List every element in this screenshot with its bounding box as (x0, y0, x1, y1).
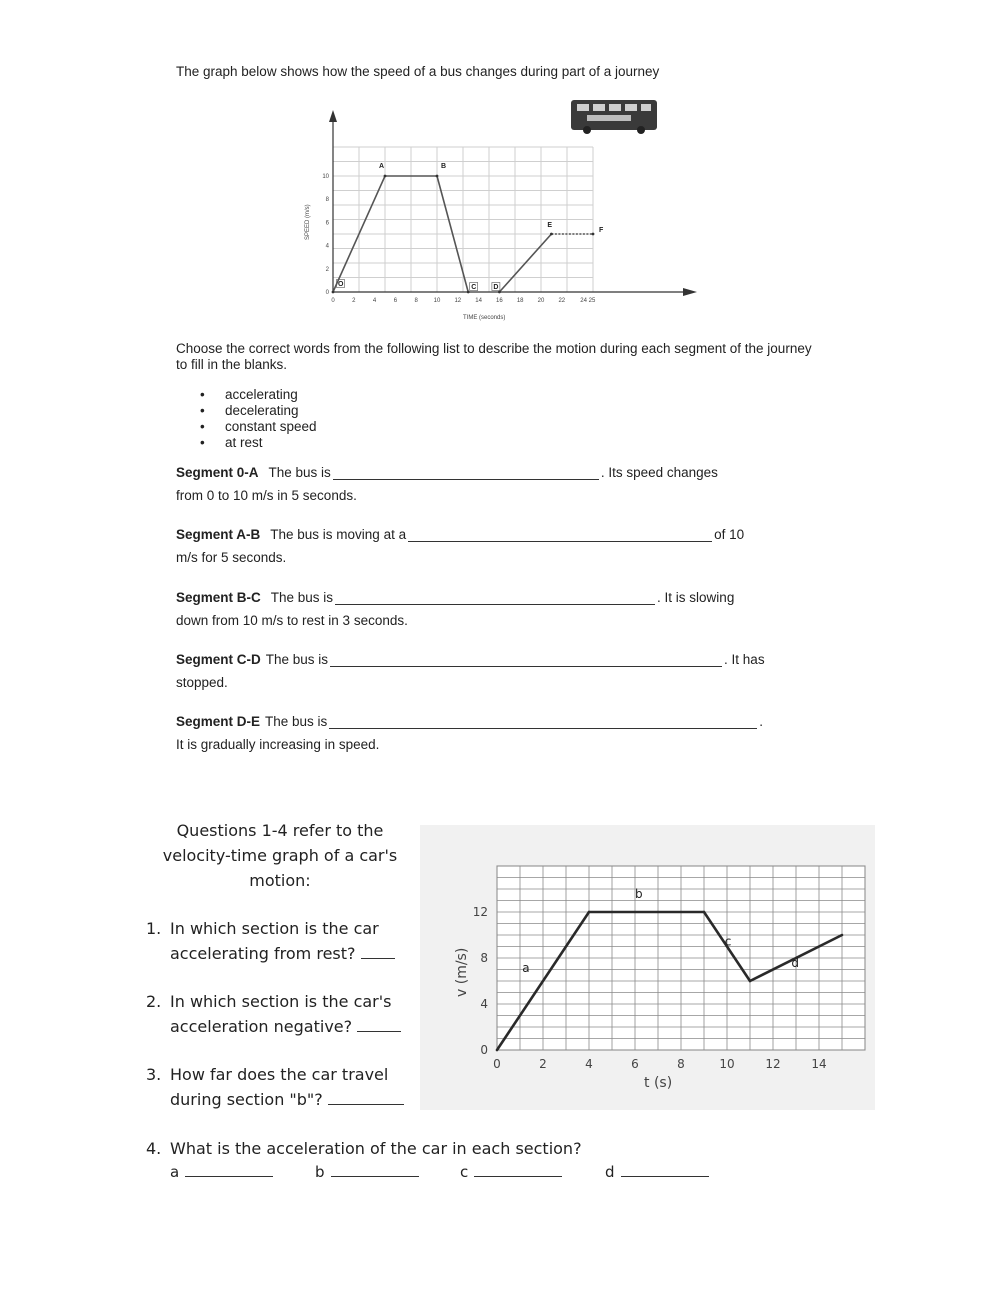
bus-chart-point (592, 233, 595, 236)
y-tick-label: 0 (480, 1043, 488, 1057)
segment-line2: from 0 to 10 m/s in 5 seconds. (176, 488, 357, 503)
car-chart-section-label: a (522, 960, 530, 975)
bus-speed-chart (295, 95, 705, 325)
bus-chart-ticks (322, 174, 596, 304)
segment-post: . Its speed changes (600, 465, 718, 480)
x-tick-label: 18 (516, 298, 524, 304)
intro-text: The graph below shows how the speed of a bus changes during part of a journey (176, 64, 660, 79)
x-tick-label: 12 (454, 298, 462, 304)
question-text: In which section is the car (170, 919, 379, 938)
bus-chart-point-label: E (547, 222, 553, 229)
answer-blank[interactable] (335, 592, 655, 605)
answer-blank[interactable] (333, 467, 599, 480)
car-chart-grid (497, 866, 865, 1050)
x-tick-label: 22 (558, 298, 566, 304)
bus-chart-point-label: A (379, 163, 385, 170)
segment-pre: The bus is (270, 590, 334, 605)
question-text: How far does the car travel (170, 1065, 389, 1084)
question-text: accelerating from rest? (170, 944, 356, 963)
segment-label: Segment A-B (176, 527, 261, 542)
segment-post: . It is slowing (657, 590, 735, 605)
segment-line2: stopped. (176, 675, 228, 690)
segment-pre: The bus is (265, 714, 328, 729)
instructions-text: Choose the correct words from the following list to describe the motion during each segment of the journey to fill in the blanks. (176, 341, 812, 372)
bus-chart-point (436, 175, 439, 178)
x-axis-arrow (683, 288, 697, 296)
y-tick-label: 6 (325, 220, 329, 227)
question-text: during section "b"? (170, 1090, 323, 1109)
acceleration-answers (170, 1162, 750, 1181)
segment-label: Segment 0-A (176, 465, 259, 480)
bus-chart-ylabel: SPEED (m/s) (305, 204, 311, 240)
word-list-item: • accelerating (200, 387, 317, 403)
car-chart-section-label: d (791, 956, 800, 971)
bus-chart-point (467, 291, 470, 294)
question-number: 4. (146, 1139, 162, 1158)
segment-pre: The bus is (265, 652, 329, 667)
x-tick-label: 6 (393, 298, 398, 304)
x-tick-label: 24 25 (580, 298, 596, 304)
y-tick-label: 0 (325, 290, 329, 296)
segment-post: . It has (724, 652, 765, 667)
y-tick-label: 8 (325, 197, 329, 204)
y-tick-label: 12 (472, 905, 488, 919)
question-4 (146, 1136, 582, 1161)
question-2 (146, 989, 401, 1039)
section-label: b (315, 1163, 325, 1181)
bus-chart-point-label: C (471, 284, 477, 291)
segment-de (176, 714, 836, 752)
question-text: acceleration negative? (170, 1017, 353, 1036)
answer-blank[interactable] (329, 716, 757, 729)
segment-label: Segment D-E (176, 714, 261, 729)
question-3 (146, 1062, 404, 1112)
word-list-item: • at rest (200, 435, 317, 451)
bus-icon (571, 100, 657, 134)
segment-line2: It is gradually increasing in speed. (176, 737, 380, 752)
x-tick-label: 8 (677, 1057, 685, 1071)
x-tick-label: 2 (539, 1057, 547, 1071)
word-list-item: • decelerating (200, 403, 317, 419)
questions-header: Questions 1-4 refer to the velocity-time graph of a car's motion: (162, 821, 398, 890)
answer-blank[interactable] (361, 943, 395, 959)
car-chart-section-label: c (724, 934, 732, 949)
y-tick-label: 4 (480, 997, 488, 1011)
question-number: 2. (146, 992, 162, 1011)
bus-chart-point (384, 175, 387, 178)
bus-chart-xlabel: TIME (seconds) (463, 315, 506, 321)
bus-chart-point (332, 291, 335, 294)
segment-0a (176, 465, 836, 503)
bus-chart-point-label: O (338, 281, 344, 288)
question-number: 3. (146, 1065, 162, 1084)
x-tick-label: 14 (811, 1057, 827, 1071)
car-chart-section-label: b (635, 887, 643, 902)
x-tick-label: 0 (331, 298, 335, 304)
bus-chart-point-label: D (493, 284, 499, 291)
answer-blank[interactable] (330, 654, 722, 667)
segment-line2: m/s for 5 seconds. (176, 550, 287, 565)
x-tick-label: 0 (493, 1057, 501, 1071)
answer-blank[interactable] (408, 529, 712, 542)
y-tick-label: 10 (322, 174, 329, 180)
bus-chart-grid (329, 110, 697, 296)
x-tick-label: 2 (352, 298, 356, 304)
answer-blank[interactable] (331, 1162, 419, 1177)
x-tick-label: 6 (631, 1057, 639, 1071)
x-tick-label: 16 (496, 298, 503, 304)
segment-pre: The bus is (268, 465, 331, 480)
section-label: a (170, 1163, 180, 1181)
x-tick-label: 10 (719, 1057, 735, 1071)
question-number: 1. (146, 919, 162, 938)
x-tick-label: 4 (372, 298, 377, 304)
question-text: What is the acceleration of the car in each section? (170, 1139, 582, 1158)
answer-blank[interactable] (185, 1162, 273, 1177)
answer-blank[interactable] (357, 1016, 401, 1032)
car-chart-xlabel: t (s) (644, 1075, 673, 1091)
segment-label: Segment C-D (176, 652, 261, 667)
question-1 (146, 916, 395, 966)
y-tick-label: 4 (325, 243, 329, 250)
x-tick-label: 10 (433, 298, 441, 304)
section-label: d (605, 1163, 615, 1181)
car-velocity-chart (420, 825, 875, 1110)
y-tick-label: 8 (480, 951, 488, 965)
x-tick-label: 4 (585, 1057, 593, 1071)
segment-ab (176, 527, 836, 565)
segment-post: of 10 (714, 527, 745, 542)
bus-chart-point (550, 233, 553, 236)
y-tick-label: 2 (325, 266, 329, 273)
bus-chart-point (498, 291, 501, 294)
bus-chart-point-labels (332, 163, 604, 293)
answer-blank[interactable] (328, 1089, 404, 1105)
y-axis-arrow (329, 110, 337, 122)
section-label: c (460, 1163, 469, 1181)
segment-post: . (759, 714, 764, 729)
answer-blank[interactable] (474, 1162, 562, 1177)
x-tick-label: 8 (414, 298, 418, 304)
bus-chart-point-label: F (599, 227, 604, 234)
bus-chart-point-label: B (441, 163, 447, 170)
segment-cd (176, 652, 836, 690)
segment-line2: down from 10 m/s to rest in 3 seconds. (176, 613, 408, 628)
segment-pre: The bus is moving at a (270, 527, 407, 542)
car-chart-ylabel: v (m/s) (454, 947, 470, 997)
segment-bc (176, 590, 836, 628)
answer-blank[interactable] (621, 1162, 709, 1177)
word-list (200, 387, 317, 451)
segment-label: Segment B-C (176, 590, 261, 605)
word-list-item: • constant speed (200, 419, 317, 435)
x-tick-label: 14 (475, 298, 482, 304)
question-text: In which section is the car's (170, 992, 392, 1011)
x-tick-label: 12 (765, 1057, 781, 1071)
x-tick-label: 20 (537, 298, 545, 304)
